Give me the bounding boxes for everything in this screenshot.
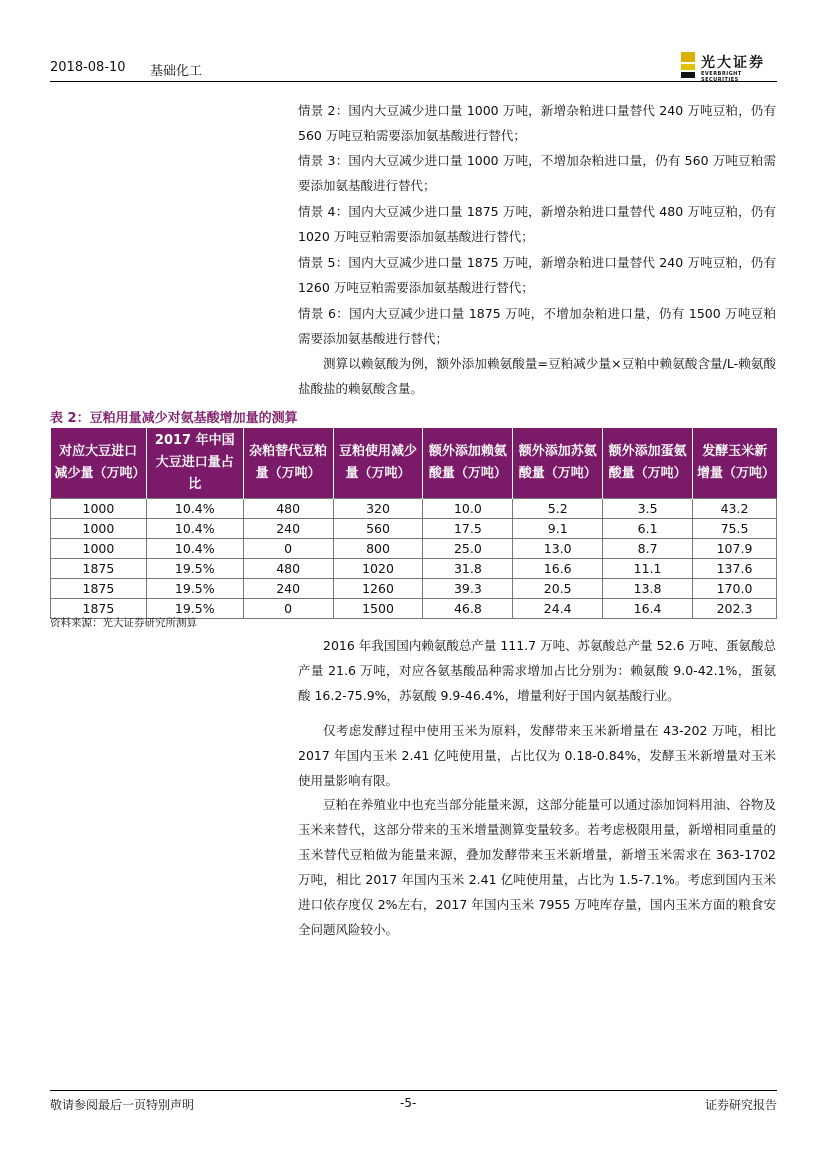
column-header: 杂粕替代豆粕量（万吨） (243, 428, 333, 499)
table-cell: 39.3 (423, 579, 513, 599)
table-cell: 19.5% (146, 599, 243, 619)
table-cell: 46.8 (423, 599, 513, 619)
footer-disclaimer: 敬请参阅最后一页特别声明 (50, 1098, 195, 1112)
table-cell: 1000 (51, 539, 147, 559)
table-cell: 10.4% (146, 499, 243, 519)
table-cell: 240 (243, 579, 333, 599)
footer-divider (50, 1090, 777, 1091)
scenario-6-paragraph: 情景 6：国内大豆减少进口量 1875 万吨，不增加杂粕进口量，仍有 1500 万吨豆粕需要添加氨基酸进行替代； (298, 306, 776, 346)
table-row (51, 559, 777, 579)
report-sector: 基础化工 (150, 64, 203, 79)
table-cell: 6.1 (603, 519, 693, 539)
column-header: 额外添加赖氨酸量（万吨） (423, 428, 513, 499)
table-cell: 1875 (51, 579, 147, 599)
header-divider (50, 81, 777, 82)
table-cell: 480 (243, 559, 333, 579)
table-cell: 8.7 (603, 539, 693, 559)
scenario-5-paragraph: 情景 5：国内大豆减少进口量 1875 万吨，新增杂粕进口量替代 240 万吨豆粕，仍有 1260 万吨豆粕需要添加氨基酸进行替代； (298, 255, 776, 295)
table-cell: 480 (243, 499, 333, 519)
table-cell: 1020 (333, 559, 423, 579)
table-cell: 1500 (333, 599, 423, 619)
table-cell: 240 (243, 519, 333, 539)
table-cell: 800 (333, 539, 423, 559)
table-source-note: 资料来源：光大证券研究所测算 (50, 617, 197, 629)
table-cell: 16.4 (603, 599, 693, 619)
table-cell: 11.1 (603, 559, 693, 579)
table-cell: 9.1 (513, 519, 603, 539)
table-row (51, 499, 777, 519)
report-date: 2018-08-10 (50, 60, 126, 75)
table-cell: 560 (333, 519, 423, 539)
table-cell: 170.0 (693, 579, 777, 599)
table-cell: 75.5 (693, 519, 777, 539)
scenario-2-paragraph: 情景 2：国内大豆减少进口量 1000 万吨，新增杂粕进口量替代 240 万吨豆粕，仍有 560 万吨豆粕需要添加氨基酸进行替代； (298, 103, 776, 143)
table-cell: 19.5% (146, 559, 243, 579)
scenario-3-paragraph: 情景 3：国内大豆减少进口量 1000 万吨，不增加杂粕进口量，仍有 560 万吨豆粕需要添加氨基酸进行替代； (298, 153, 776, 193)
table-row (51, 539, 777, 559)
table-cell: 25.0 (423, 539, 513, 559)
table-cell: 1875 (51, 599, 147, 619)
column-header: 额外添加蛋氨酸量（万吨） (603, 428, 693, 499)
table-cell: 107.9 (693, 539, 777, 559)
logo-english-name: EVERBRIGHT SECURITIES (701, 71, 742, 83)
table-cell: 5.2 (513, 499, 603, 519)
company-logo (681, 52, 781, 83)
table-cell: 0 (243, 539, 333, 559)
scenario-4-paragraph: 情景 4：国内大豆减少进口量 1875 万吨，新增杂粕进口量替代 480 万吨豆粕，仍有 1020 万吨豆粕需要添加氨基酸进行替代； (298, 204, 776, 244)
table-cell: 20.5 (513, 579, 603, 599)
calculation-method-paragraph: 测算以赖氨酸为例，额外添加赖氨酸量=豆粕减少量×豆粕中赖氨酸含量/L-赖氨酸盐酸盐的赖氨酸含量。 (298, 356, 776, 396)
table-cell: 19.5% (146, 579, 243, 599)
table-cell: 16.6 (513, 559, 603, 579)
column-header: 对应大豆进口减少量（万吨） (51, 428, 147, 499)
table-cell: 43.2 (693, 499, 777, 519)
table-row (51, 579, 777, 599)
table-cell: 1000 (51, 519, 147, 539)
table-title: 表 2：豆粕用量减少对氨基酸增加量的测算 (50, 411, 298, 426)
table-cell: 1260 (333, 579, 423, 599)
table-cell: 10.0 (423, 499, 513, 519)
table-cell: 137.6 (693, 559, 777, 579)
column-header: 发酵玉米新增量（万吨） (693, 428, 777, 499)
page-number: -5- (400, 1096, 417, 1110)
table-cell: 1875 (51, 559, 147, 579)
table-cell: 13.0 (513, 539, 603, 559)
column-header: 豆粕使用减少量（万吨） (333, 428, 423, 499)
footer-report-type: 证券研究报告 (704, 1098, 777, 1112)
table-cell: 1000 (51, 499, 147, 519)
amino-acid-table (50, 428, 777, 619)
table-cell: 10.4% (146, 519, 243, 539)
table-cell: 320 (333, 499, 423, 519)
table-cell: 10.4% (146, 539, 243, 559)
production-paragraph: 2016 年我国国内赖氨酸总产量 111.7 万吨、苏氨酸总产量 52.6 万吨、蛋氨酸总产量 21.6 万吨，对应各氨基酸品种需求增加占比分别为：赖氨酸 9.0-42.1%，蛋氨酸 16.2-75.9%，苏氨酸 9.9-46.4%，增量利好于国内氨基酸行业。 (298, 638, 776, 703)
logo-mark-icon (681, 52, 695, 78)
table-cell: 17.5 (423, 519, 513, 539)
table-row (51, 519, 777, 539)
energy-source-paragraph: 豆粕在养殖业中也充当部分能量来源，这部分能量可以通过添加饲料用油、谷物及玉米来替代，这部分带来的玉米增量测算变量较多。若考虑极限用量，新增相同重量的玉米替代豆粕做为能量来源，叠加发酵带来玉米新增量，新增玉米需求在 363-1702 万吨，相比 2017 年国内玉米 2.41 亿吨使用量，占比为 1.5-7.1%。考虑到国内玉米进口依存度仅 2%左右，2017 年国内玉米 7955 万吨库存量，国内玉米方面的粮食安全问题风险较小。 (298, 797, 776, 937)
table-cell: 0 (243, 599, 333, 619)
column-header: 额外添加苏氨酸量（万吨） (513, 428, 603, 499)
table-cell: 202.3 (693, 599, 777, 619)
logo-chinese-name: 光大证券 (701, 55, 765, 71)
column-header: 2017 年中国大豆进口量占比 (146, 428, 243, 499)
table-header-row (51, 428, 777, 499)
table-cell: 24.4 (513, 599, 603, 619)
fermentation-corn-paragraph: 仅考虑发酵过程中使用玉米为原料，发酵带来玉米新增量在 43-202 万吨，相比 2017 年国内玉米 2.41 亿吨使用量，占比仅为 0.18-0.84%，发酵玉米新增量对玉米使用量影响有限。 (298, 723, 776, 788)
table-cell: 13.8 (603, 579, 693, 599)
table-cell: 31.8 (423, 559, 513, 579)
table-cell: 3.5 (603, 499, 693, 519)
